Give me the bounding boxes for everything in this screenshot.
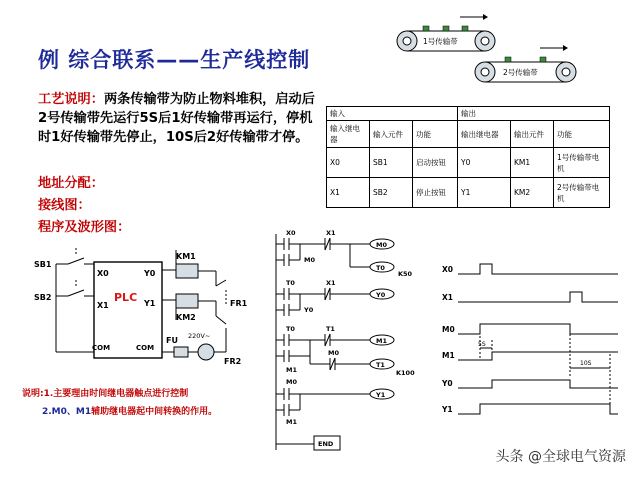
wave-label-x0: X0 [442,265,454,274]
header-cell: 输入元件 [370,121,413,148]
fr1-label: FR1 [230,299,248,308]
table-row [327,178,610,208]
note-line-1 [22,386,188,399]
process-label: 工艺说明： [38,92,104,107]
km2-label: KM2 [176,313,196,322]
header-cell: 输入继电器 [327,121,370,148]
table-header-row [327,121,610,148]
ladder-end: END [318,440,334,448]
table-cell: KM1 [511,148,554,178]
table-cell: X0 [327,148,370,178]
table-cell: X1 [327,178,370,208]
ladder-m1-contact: M1 [286,366,297,374]
section-program: 程序及波形图： [38,220,131,235]
fu-label: FU [166,336,178,345]
group-input: 输入 [327,107,458,121]
process-description [38,90,320,147]
table-group-row [327,107,610,121]
ladder-y1-coil: Y1 [376,391,386,399]
table-cell: KM2 [511,178,554,208]
wave-label-y1: Y1 [442,405,453,414]
ladder-t0-b: T0 [286,325,295,333]
belt-1 [397,14,495,51]
ladder-diagram [270,224,420,460]
ladder-x1-b: X1 [326,279,336,287]
ladder-m0-c: M0 [286,378,297,386]
table-cell: Y0 [458,148,511,178]
x0-label: X0 [97,269,109,278]
wave-delay-10s: 10S [580,360,592,367]
wave-label-x1: X1 [442,293,454,302]
note-1-text: 主要理由时间继电器触点进行控制 [53,389,189,399]
watermark: 头条 @全球电气资源 [495,449,626,465]
ladder-k50: K50 [398,270,413,278]
header-cell: 功能 [413,121,458,148]
ladder-x0: X0 [286,229,296,237]
com-in-label: COM [92,344,111,352]
sb2-label: SB2 [34,293,52,302]
table-cell: 启动按钮 [413,148,458,178]
fr2-label: FR2 [224,357,242,366]
table-cell: SB1 [370,148,413,178]
km1-label: KM1 [176,252,196,261]
ladder-t0-a: T0 [286,279,295,287]
ladder-m1-coil: M1 [376,337,387,345]
y1-label: Y1 [144,299,156,308]
com-out-label: COM [136,344,155,352]
plc-label: PLC [114,291,138,304]
section-wiring: 接线图： [38,198,91,213]
note-2-text: 辅助继电器起中间转换的作用。 [91,407,218,417]
ladder-m0-b: M0 [328,349,339,357]
header-cell: 功能 [554,121,610,148]
belt-1-label: 1号传输带 [423,37,458,46]
belt-2 [475,45,576,82]
note-line-2 [42,404,217,417]
voltage-label: 220V~ [188,332,211,340]
wave-label-y0: Y0 [442,379,453,388]
table-cell: 停止按钮 [413,178,458,208]
table-row [327,148,610,178]
belt-2-label: 2号传输带 [503,68,538,77]
note-1-prefix: 说明:1. [22,389,54,399]
ladder-m1-b: M1 [286,418,297,426]
table-cell: SB2 [370,178,413,208]
ladder-t1-a: T1 [326,325,335,333]
page-title: 例 综合联系——生产线控制 [38,48,311,72]
ladder-t0-coil: T0 [376,264,385,272]
note-2-prefix: 2.M0、M1 [42,407,92,417]
wave-label-m0: M0 [442,325,455,334]
wave-label-m1: M1 [442,351,455,360]
ladder-m0-coil: M0 [376,241,387,249]
table-cell: 1号传输带电机 [554,148,610,178]
header-cell: 输出元件 [511,121,554,148]
section-address: 地址分配： [38,176,104,191]
ladder-k100: K100 [396,369,415,377]
ladder-y0-contact: Y0 [304,306,314,314]
group-output: 输出 [458,107,610,121]
ladder-t1-coil: T1 [376,361,385,369]
ladder-y0-coil: Y0 [376,291,386,299]
process-text: 两条传输带为防止物料堆积，启动后2号传输带先运行5S后1好传输带再运行，停机时1好传输带先停止，10S后2好传输带才停。 [38,92,315,145]
table-cell: 2号传输带电机 [554,178,610,208]
x1-label: X1 [97,301,109,310]
y0-label: Y0 [144,269,156,278]
sb1-label: SB1 [34,260,52,269]
wiring-diagram [34,240,274,380]
ladder-x1-a: X1 [326,229,336,237]
table-cell: Y1 [458,178,511,208]
waveform-diagram [438,258,622,424]
conveyor-illustration [390,10,610,90]
io-assignment-table [326,106,610,208]
ladder-m0-contact: M0 [304,256,315,264]
header-cell: 输出继电器 [458,121,511,148]
wave-delay-5s: 5S [478,341,486,348]
